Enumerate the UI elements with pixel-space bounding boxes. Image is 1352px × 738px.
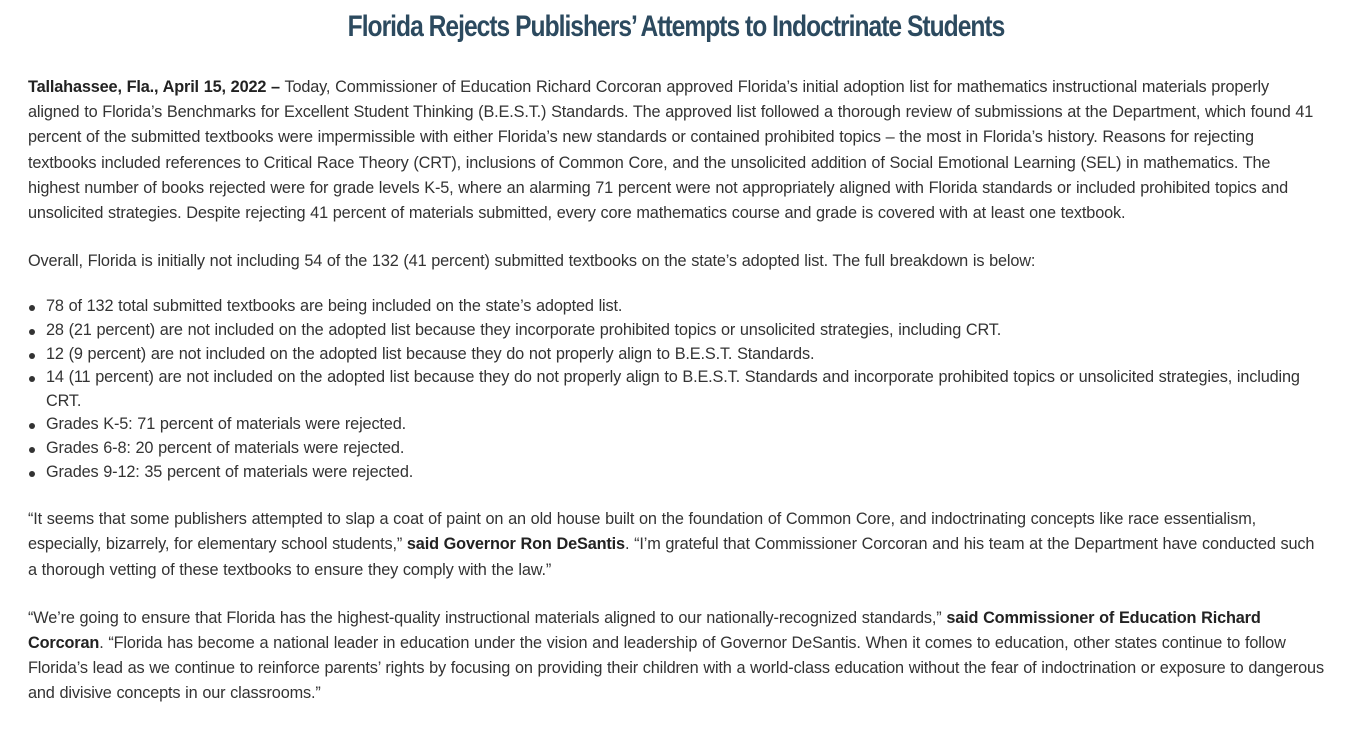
bullet-icon bbox=[29, 329, 35, 335]
list-item: 78 of 132 total submitted textbooks are being included on the state’s adopted list. bbox=[46, 295, 1324, 319]
bullet-icon bbox=[29, 471, 35, 477]
bullet-icon bbox=[29, 447, 35, 453]
overview-paragraph: Overall, Florida is initially not including 54 of the 132 (41 percent) submitted textbooks on the state’s adopted list. The full breakdown is below: bbox=[28, 252, 1036, 271]
commissioner-attribution: said Commissioner of Education Richard Corcoran bbox=[28, 608, 1261, 652]
list-item: Grades 9-12: 35 percent of materials were rejected. bbox=[46, 461, 1324, 485]
governor-quote: “It seems that some publishers attempted to slap a coat of paint on an old house built on the foundation of Common Core, and indoctrinating concepts like race essentialism, especially, bizarrely, for elementary school students,” said Governor Ron DeSantis. “I’m grateful that Commissioner Corcoran and his team at the Department have conducted such a thorough vetting of these textbooks to ensure they comply with the law.” bbox=[28, 510, 1315, 579]
bullet-icon bbox=[29, 376, 35, 382]
governor-attribution: said Governor Ron DeSantis bbox=[406, 535, 625, 554]
dateline: Tallahassee, Fla., April 15, 2022 – bbox=[28, 78, 280, 96]
list-item: 28 (21 percent) are not included on the adopted list because they incorporate prohibited topics or unsolicited strategies, including CRT. bbox=[46, 319, 1324, 343]
bullet-icon bbox=[29, 423, 35, 429]
bullet-icon bbox=[29, 305, 35, 311]
list-item: Grades K-5: 71 percent of materials were rejected. bbox=[46, 413, 1324, 437]
breakdown-list bbox=[28, 295, 1324, 484]
list-item: 12 (9 percent) are not included on the adopted list because they do not properly align to B.E.S.T. Standards. bbox=[46, 343, 1324, 367]
list-item: 14 (11 percent) are not included on the adopted list because they do not properly align to B.E.S.T. Standards and incorporate prohibited topics or unsolicited strategies, including CRT. bbox=[46, 366, 1324, 413]
page-title: Florida Rejects Publishers’ Attempts to Indoctrinate Students bbox=[347, 10, 1005, 43]
commissioner-quote: “We’re going to ensure that Florida has the highest-quality instructional materials aligned to our nationally-recognized standards,” said Commissioner of Education Richard Corcoran. “Florida has become a national leader in education under the vision and leadership of Governor DeSantis. When it comes to education, other states continue to follow Florida’s lead as we continue to reinforce parents’ rights by focusing on providing their children with a world-class education without the fear of indoctrination or exposure to dangerous and divisive concepts in our classrooms.” bbox=[28, 608, 1324, 703]
bullet-icon bbox=[29, 353, 35, 359]
intro-text: Today, Commissioner of Education Richard Corcoran approved Florida’s initial adoption list for mathematics instructional materials properly aligned to Florida’s Benchmarks for Excellent Student Thinking (B.E.S.T.) Standards. The approved list followed a thorough review of submissions at the Department, which found 41 percent of the submitted textbooks were impermissible with either Florida’s new standards or contained prohibited topics – the most in Florida’s history. Reasons for rejecting textbooks included references to Critical Race Theory (CRT), inclusions of Common Core, and the unsolicited addition of Social Emotional Learning (SEL) in mathematics. The highest number of books rejected were for grade levels K-5, where an alarming 71 percent were not appropriately aligned with Florida standards or included prohibited topics and unsolicited strategies. Despite rejecting 41 percent of materials submitted, every core mathematics course and grade is covered with at least one textbook. bbox=[28, 78, 1314, 223]
list-item: Grades 6-8: 20 percent of materials were rejected. bbox=[46, 437, 1324, 461]
intro-paragraph bbox=[28, 75, 1324, 226]
